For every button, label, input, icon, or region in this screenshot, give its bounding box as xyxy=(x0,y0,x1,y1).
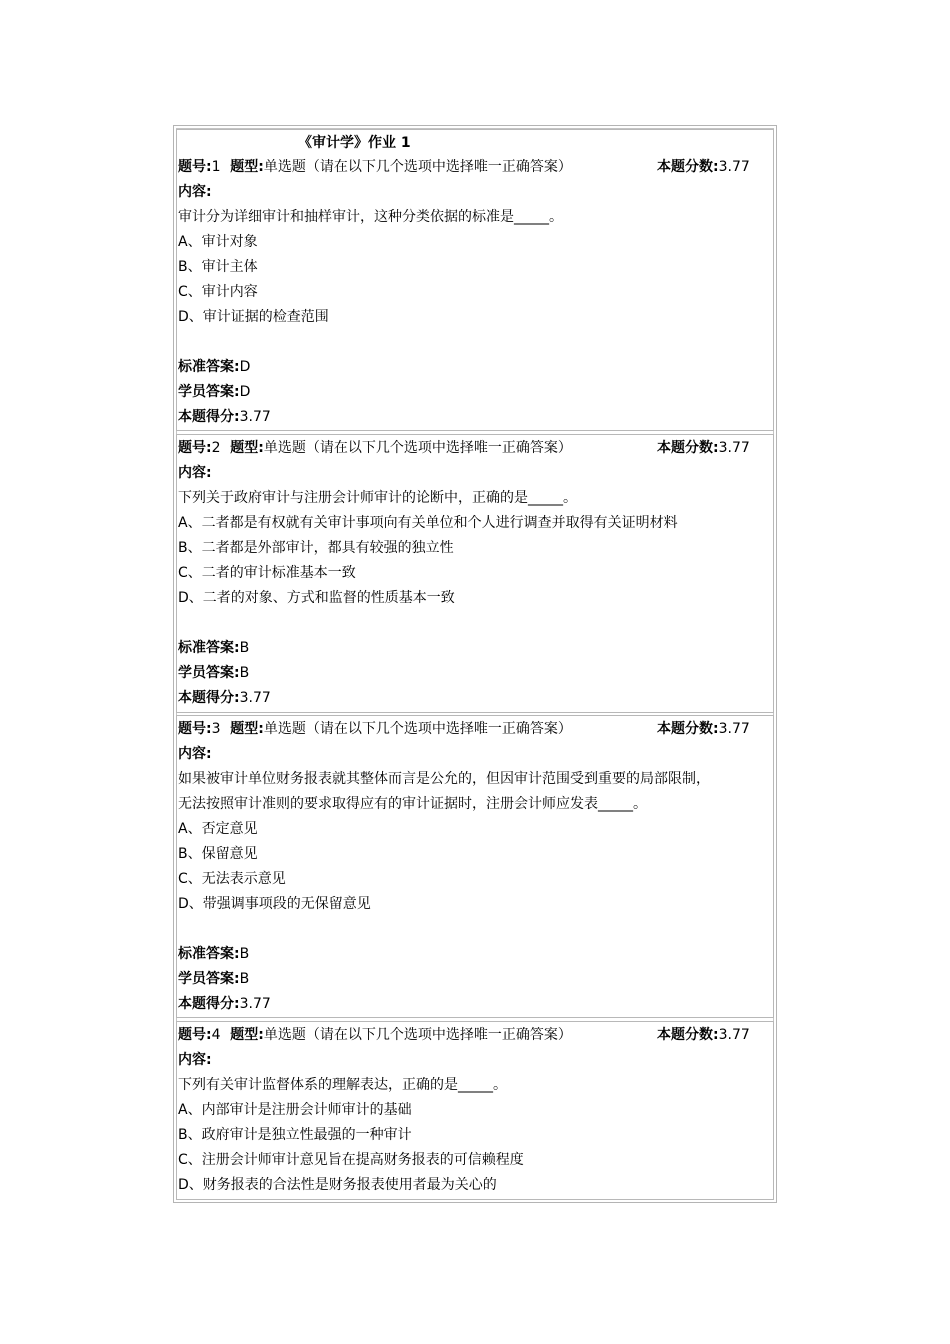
question-text: 如果被审计单位财务报表就其整体而言是公允的，但因审计范围受到重要的局部限制， xyxy=(178,771,710,787)
content-label: 内容: xyxy=(178,465,212,481)
question-score: 本题分数:3.77 xyxy=(657,159,750,175)
option-b: B、二者都是外部审计，都具有较强的独立性 xyxy=(178,540,454,556)
document-title: 《审计学》作业 1 xyxy=(298,135,411,151)
question-header: 题号:2 题型:单选题（请在以下几个选项中选择唯一正确答案） xyxy=(178,440,572,456)
content-label: 内容: xyxy=(178,1052,212,1068)
option-a: A、否定意见 xyxy=(178,821,258,837)
standard-answer: 标准答案:B xyxy=(178,946,250,962)
earned-score: 本题得分:3.77 xyxy=(178,409,271,425)
option-b: B、保留意见 xyxy=(178,846,258,862)
option-d: D、二者的对象、方式和监督的性质基本一致 xyxy=(178,590,455,606)
content-label: 内容: xyxy=(178,184,212,200)
question-score: 本题分数:3.77 xyxy=(657,721,750,737)
question-score: 本题分数:3.77 xyxy=(657,440,750,456)
earned-score: 本题得分:3.77 xyxy=(178,690,271,706)
question-text: 下列有关审计监督体系的理解表达，正确的是_____。 xyxy=(178,1077,507,1093)
option-c: C、注册会计师审计意见旨在提高财务报表的可信赖程度 xyxy=(178,1152,524,1168)
option-d: D、审计证据的检查范围 xyxy=(178,309,329,325)
option-b: B、政府审计是独立性最强的一种审计 xyxy=(178,1127,412,1143)
option-d: D、带强调事项段的无保留意见 xyxy=(178,896,371,912)
standard-answer: 标准答案:B xyxy=(178,640,250,656)
standard-answer: 标准答案:D xyxy=(178,359,251,375)
question-score: 本题分数:3.77 xyxy=(657,1027,750,1043)
option-c: C、二者的审计标准基本一致 xyxy=(178,565,356,581)
content-label: 内容: xyxy=(178,746,212,762)
question-block-3 xyxy=(176,715,774,1018)
option-a: A、内部审计是注册会计师审计的基础 xyxy=(178,1102,412,1118)
student-answer: 学员答案:D xyxy=(178,384,251,400)
option-d: D、财务报表的合法性是财务报表使用者最为关心的 xyxy=(178,1177,497,1193)
option-a: A、二者都是有权就有关审计事项向有关单位和个人进行调查并取得有关证明材料 xyxy=(178,515,678,531)
question-text: 审计分为详细审计和抽样审计，这种分类依据的标准是_____。 xyxy=(178,209,563,225)
question-header: 题号:1 题型:单选题（请在以下几个选项中选择唯一正确答案） xyxy=(178,159,572,175)
student-answer: 学员答案:B xyxy=(178,665,250,681)
question-text: 下列关于政府审计与注册会计师审计的论断中，正确的是_____。 xyxy=(178,490,577,506)
option-c: C、审计内容 xyxy=(178,284,258,300)
question-text: 无法按照审计准则的要求取得应有的审计证据时，注册会计师应发表_____。 xyxy=(178,796,647,812)
option-b: B、审计主体 xyxy=(178,259,258,275)
earned-score: 本题得分:3.77 xyxy=(178,996,271,1012)
question-header: 题号:3 题型:单选题（请在以下几个选项中选择唯一正确答案） xyxy=(178,721,572,737)
option-c: C、无法表示意见 xyxy=(178,871,286,887)
option-a: A、审计对象 xyxy=(178,234,258,250)
question-header: 题号:4 题型:单选题（请在以下几个选项中选择唯一正确答案） xyxy=(178,1027,572,1043)
student-answer: 学员答案:B xyxy=(178,971,250,987)
